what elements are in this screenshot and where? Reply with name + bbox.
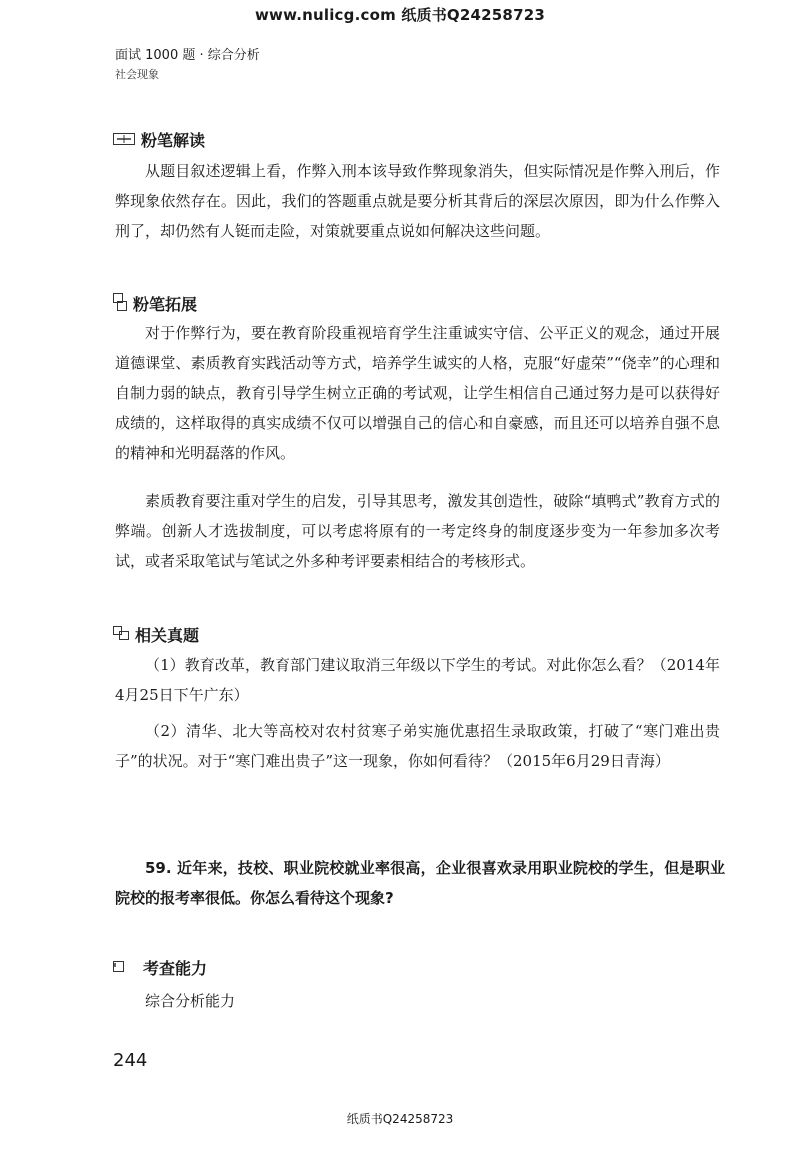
ability-heading <box>113 956 207 979</box>
interpretation-paragraph: 从题目叙述逻辑上看，作弊入刑本该导致作弊现象消失，但实际情况是作弊入刑后，作弊现象依然存在。因此，我们的答题重点就是要分析其背后的深层次原因，即为什么作弊入刑了，却仍然有人铤而走险，对策就要重点说如何解决这些问题。 <box>115 162 720 240</box>
extension-heading <box>113 292 197 315</box>
ability-heading-text: 考查能力 <box>143 959 208 978</box>
running-subtitle: 社会现象 <box>115 68 159 81</box>
related-item-1: （1）教育改革，教育部门建议取消三年级以下学生的考试。对此你怎么看？（2014年4月25日下午广东） <box>115 656 720 704</box>
related-item-2: （2）清华、北大等高校对农村贫寒子弟实施优惠招生录取政策，打破了“寒门难出贵子”的状况。对于“寒门难出贵子”这一现象，你如何看待？（2015年6月29日青海） <box>115 722 720 770</box>
expand-icon <box>113 293 127 315</box>
book-icon <box>113 130 135 149</box>
running-title: 面试 1000 题 · 综合分析 <box>115 48 260 63</box>
bottom-watermark: 纸质书Q24258723 <box>346 1112 454 1126</box>
related-heading <box>113 623 199 646</box>
extension-paragraph-2: 素质教育要注重对学生的启发，引导其思考，激发其创造性，破除“填鸭式”教育方式的弊端。创新人才选拔制度，可以考虑将原有的一考定终身的制度逐步变为一年参加多次考试，或者采取笔试与笔试之外多种考评要素相结合的考核形式。 <box>115 492 720 570</box>
extension-paragraph-1: 对于作弊行为，要在教育阶段重视培育学生注重诚实守信、公平正义的观念，通过开展道德课堂、素质教育实践活动等方式，培养学生诚实的人格，克服“好虚荣”“侥幸”的心理和自制力弱的缺点，教育引导学生树立正确的考试观，让学生相信自己通过努力是可以获得好成绩的，这样取得的真实成绩不仅可以增强自己的信心和自豪感，而且还可以培养自强不息的精神和光明磊落的作风。 <box>115 324 720 462</box>
related-heading-text: 相关真题 <box>135 626 200 645</box>
page-number: 244 <box>113 1050 148 1071</box>
document-icon <box>113 625 129 644</box>
question-59: 59. 近年来，技校、职业院校就业率很高，企业很喜欢录用职业院校的学生，但是职业院校的报考率很低。你怎么看待这个现象? <box>115 859 725 907</box>
ability-value: 综合分析能力 <box>145 992 236 1010</box>
checkbox-icon <box>113 958 125 977</box>
interpretation-heading-text: 粉笔解读 <box>141 131 206 150</box>
top-watermark: www.nulicg.com 纸质书Q24258723 <box>255 6 545 24</box>
extension-heading-text: 粉笔拓展 <box>133 295 198 314</box>
interpretation-heading <box>113 128 205 151</box>
